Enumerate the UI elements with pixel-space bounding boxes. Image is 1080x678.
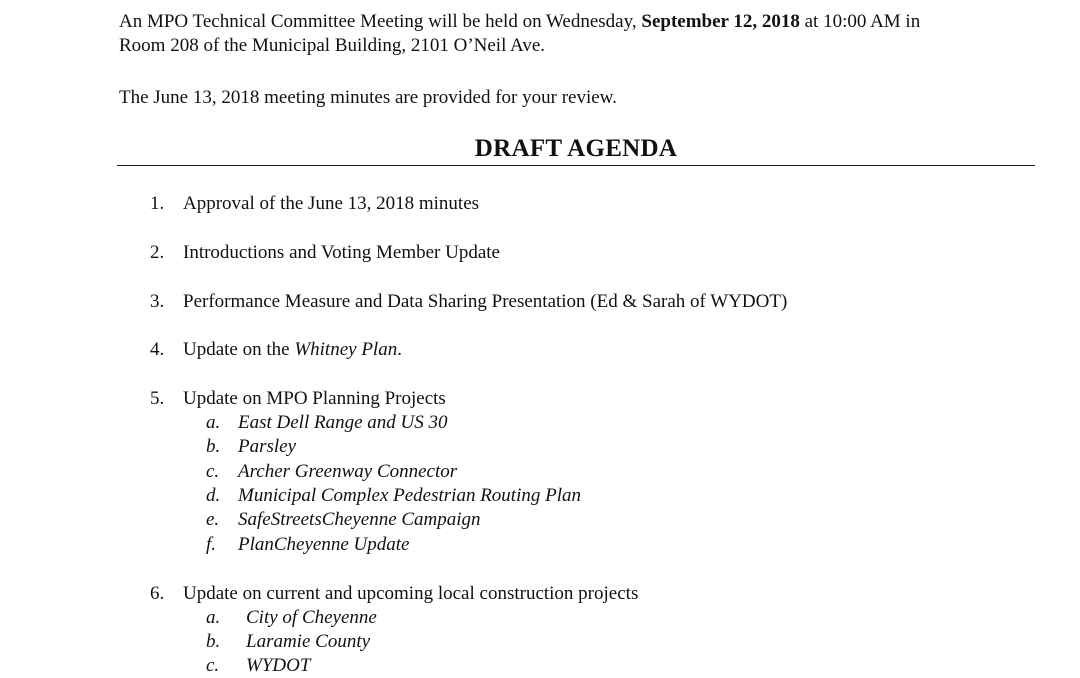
sub-item-letter: b. bbox=[206, 436, 221, 457]
agenda-item-number: 4. bbox=[150, 339, 165, 360]
agenda-item-text bbox=[183, 338, 402, 362]
minutes-notice: The June 13, 2018 meeting minutes are provided for your review. bbox=[119, 87, 617, 108]
agenda-item-text-start: Update on the bbox=[183, 339, 295, 360]
sub-item-letter: f. bbox=[206, 534, 217, 555]
sub-item-letter: c. bbox=[206, 655, 220, 676]
meeting-notice bbox=[119, 10, 920, 58]
notice-text-end: at 10:00 AM in bbox=[799, 11, 921, 32]
sub-item-text: Municipal Complex Pedestrian Routing Plan bbox=[238, 485, 582, 506]
agenda-item-number: 3. bbox=[150, 291, 165, 312]
agenda-item-text: Approval of the June 13, 2018 minutes bbox=[183, 193, 480, 214]
whitney-plan-title: Whitney Plan bbox=[294, 339, 398, 360]
agenda-item-text: Update on current and upcoming local construction projects bbox=[183, 583, 639, 604]
sub-item-letter: a. bbox=[206, 607, 221, 628]
sub-item-letter: e. bbox=[206, 509, 220, 530]
sub-item-text: Archer Greenway Connector bbox=[238, 461, 458, 482]
agenda-item-text: Introductions and Voting Member Update bbox=[183, 242, 500, 263]
agenda-item-text-end: . bbox=[397, 339, 402, 360]
agenda-item-text: Update on MPO Planning Projects bbox=[183, 388, 446, 409]
sub-item-letter: b. bbox=[206, 631, 221, 652]
sub-item-text: PlanCheyenne Update bbox=[238, 534, 410, 555]
meeting-location: Room 208 of the Municipal Building, 2101 O’Neil Ave. bbox=[119, 35, 546, 56]
sub-item-text: East Dell Range and US 30 bbox=[238, 412, 448, 433]
sub-item-letter: c. bbox=[206, 461, 220, 482]
agenda-title: DRAFT AGENDA bbox=[117, 133, 1035, 166]
sub-item-text: Laramie County bbox=[246, 631, 371, 652]
sub-item-text: City of Cheyenne bbox=[246, 607, 377, 628]
sub-item-text: WYDOT bbox=[246, 655, 311, 676]
meeting-date: September 12, 2018 bbox=[641, 11, 800, 32]
agenda-item-text: Performance Measure and Data Sharing Presentation (Ed & Sarah of WYDOT) bbox=[183, 291, 788, 312]
sub-item-text: Parsley bbox=[238, 436, 297, 457]
agenda-item-number: 5. bbox=[150, 388, 165, 409]
agenda-item-number: 1. bbox=[150, 193, 165, 214]
agenda-item-number: 2. bbox=[150, 242, 165, 263]
sub-item-letter: d. bbox=[206, 485, 221, 506]
notice-text-start: An MPO Technical Committee Meeting will be held on Wednesday, bbox=[119, 11, 642, 32]
sub-item-letter: a. bbox=[206, 412, 221, 433]
sub-item-text: SafeStreetsCheyenne Campaign bbox=[238, 509, 481, 530]
agenda-item-number: 6. bbox=[150, 583, 165, 604]
